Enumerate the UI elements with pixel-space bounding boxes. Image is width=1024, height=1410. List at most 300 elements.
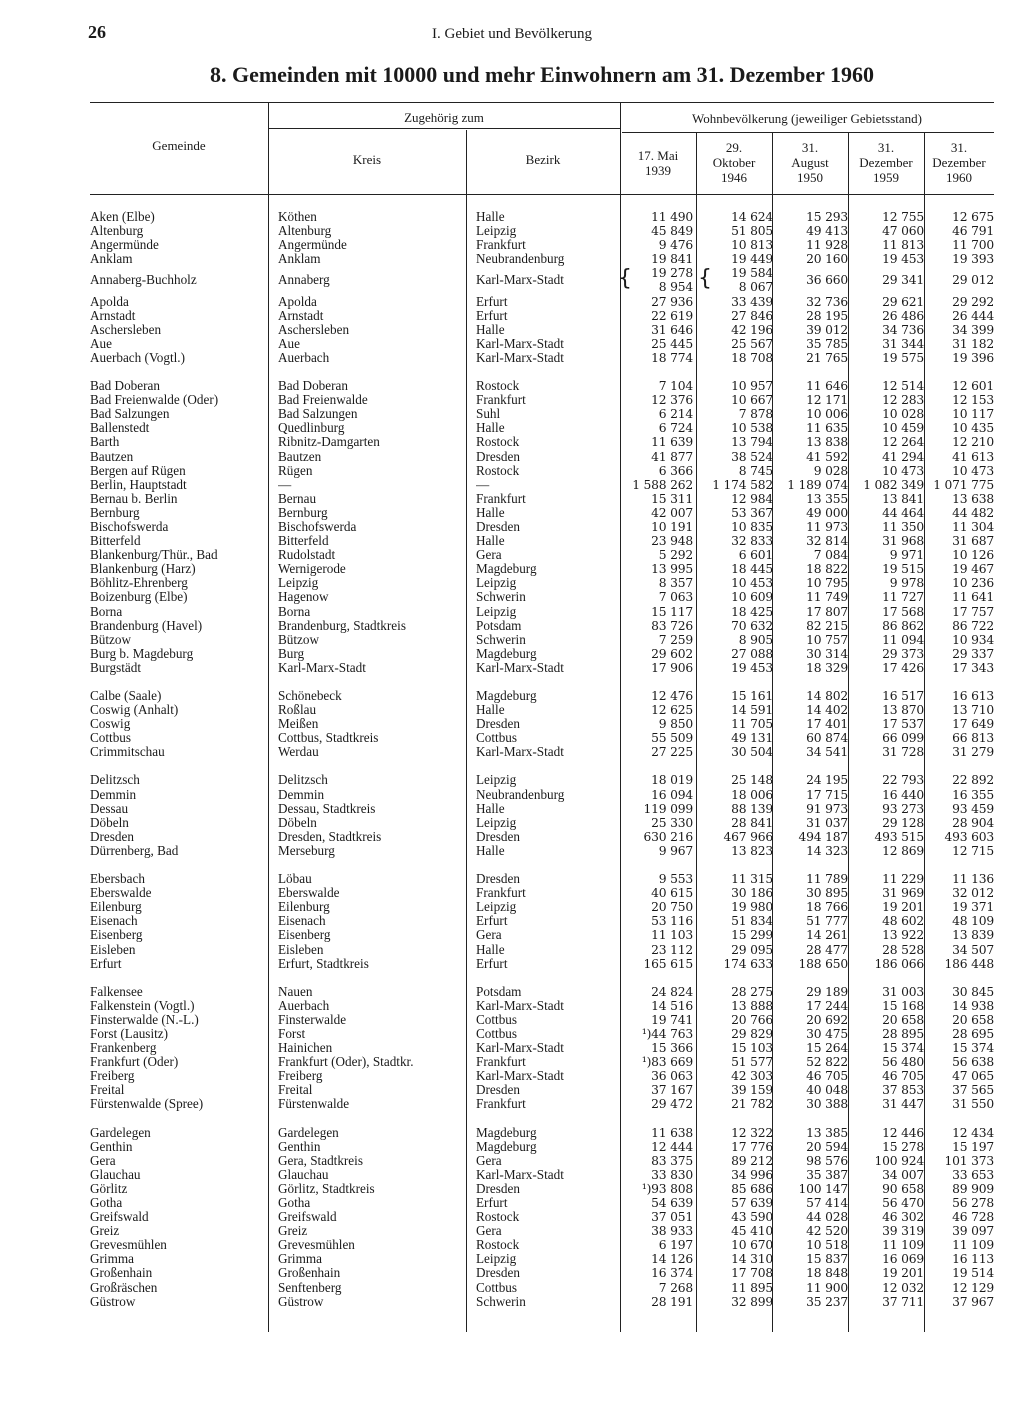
running-header: I. Gebiet und Bevölkerung <box>432 26 592 42</box>
population-cell: 29 373 <box>882 646 924 661</box>
population-cell: 10 126 <box>952 548 994 563</box>
population-cell: 98 576 <box>806 1153 848 1168</box>
bezirk-cell: Rostock <box>476 463 520 478</box>
kreis-cell: Bernau <box>278 491 317 506</box>
kreis-cell: Angermünde <box>278 238 347 253</box>
kreis-cell: Forst <box>278 1026 306 1041</box>
bezirk-cell: Gera <box>476 1153 502 1168</box>
population-cell: 31 646 <box>651 322 693 337</box>
gemeinde-cell: Großenhain <box>90 1266 153 1281</box>
population-cell: 29 602 <box>651 646 693 661</box>
row-group <box>90 773 994 858</box>
bezirk-cell: Magdeburg <box>476 689 537 703</box>
bezirk-cell: Rostock <box>476 1210 520 1225</box>
population-cell: 51 834 <box>731 914 773 929</box>
bezirk-cell: Rostock <box>476 1238 520 1253</box>
table-row <box>90 689 994 703</box>
population-cell: 11 749 <box>806 590 848 605</box>
table-row <box>90 985 994 999</box>
population-cell: 27 088 <box>731 646 773 661</box>
population-cell: 90 658 <box>882 1181 924 1196</box>
population-cell: 11 103 <box>651 928 693 943</box>
population-cell: 19 467 <box>952 562 994 577</box>
kreis-cell: Bitterfeld <box>278 534 329 549</box>
gemeinde-cell: Bad Doberan <box>90 379 160 394</box>
wohnbev-rule <box>622 132 994 133</box>
population-cell: 28 841 <box>731 815 773 830</box>
population-cell: 9 850 <box>658 717 693 732</box>
population-part: 19 278 <box>651 266 693 281</box>
kreis-cell: Genthin <box>278 1139 321 1154</box>
population-cell: 44 464 <box>882 505 924 520</box>
bezirk-cell: — <box>476 477 490 492</box>
population-cell: 29 095 <box>731 942 773 957</box>
population-cell: 10 473 <box>882 463 924 478</box>
kreis-cell: Altenburg <box>278 224 332 239</box>
bezirk-cell: Erfurt <box>476 294 508 309</box>
table-row <box>90 830 994 844</box>
table-row <box>90 872 994 886</box>
population-cell: 15 264 <box>806 1041 848 1056</box>
population-cell: 16 440 <box>882 787 924 802</box>
population-cell: 12 984 <box>731 491 773 506</box>
population-cell: 11 705 <box>731 717 773 732</box>
population-cell: 46 791 <box>952 224 994 239</box>
population-cell: 83 375 <box>651 1153 693 1168</box>
table-row <box>90 773 994 787</box>
population-cell: 49 131 <box>731 731 773 746</box>
bezirk-cell: Karl-Marx-Stadt <box>476 1069 564 1084</box>
bezirk-cell: Leipzig <box>476 815 517 830</box>
population-cell: 10 006 <box>806 407 848 422</box>
table-row <box>90 379 994 393</box>
population-cell: 14 261 <box>806 928 848 943</box>
kreis-cell: Brandenburg, Stadtkreis <box>278 618 406 633</box>
kreis-cell: Nauen <box>278 984 313 999</box>
gemeinde-cell: Berlin, Hauptstadt <box>90 477 187 492</box>
population-cell: 33 830 <box>651 1167 693 1182</box>
population-cell: ¹)83 669 <box>641 1055 693 1070</box>
population-cell: 11 973 <box>806 519 848 534</box>
population-cell: 51 777 <box>806 914 848 929</box>
kreis-cell: Bischofswerda <box>278 519 357 534</box>
population-cell: 31 344 <box>882 336 924 351</box>
population-cell: 33 653 <box>952 1167 994 1182</box>
bezirk-cell: Dresden <box>476 717 520 732</box>
kreis-cell: Roßlau <box>278 703 317 718</box>
kreis-cell: Gera, Stadtkreis <box>278 1153 363 1168</box>
population-cell: 91 973 <box>806 801 848 816</box>
population-cell: 12 171 <box>806 393 848 408</box>
population-cell: 45 410 <box>731 1224 773 1239</box>
population-cell: 19 841 <box>651 252 693 267</box>
table-row <box>90 407 994 421</box>
population-cell: 18 774 <box>651 350 693 365</box>
bezirk-cell: Leipzig <box>476 900 517 915</box>
population-cell: 17 906 <box>651 660 693 675</box>
population-cell: 19 393 <box>952 252 994 267</box>
population-cell: 10 473 <box>952 463 994 478</box>
gemeinde-cell: Bergen auf Rügen <box>90 463 186 478</box>
population-cell: ¹)93 808 <box>641 1181 693 1196</box>
kreis-cell: Meißen <box>278 717 319 732</box>
population-cell: 5 292 <box>658 548 693 563</box>
gemeinde-cell: Dresden <box>90 829 134 844</box>
population-cell: 10 435 <box>952 421 994 436</box>
population-cell: 35 387 <box>806 1167 848 1182</box>
population-cell: 16 069 <box>882 1252 924 1267</box>
population-cell: 31 037 <box>806 815 848 830</box>
population-cell: 19 371 <box>952 900 994 915</box>
population-cell: 42 007 <box>651 505 693 520</box>
brace-glyph: { <box>698 266 712 292</box>
population-cell: 57 414 <box>806 1196 848 1210</box>
table-row <box>90 1027 994 1041</box>
population-cell: 39 012 <box>806 322 848 337</box>
population-cell: 70 632 <box>731 618 773 633</box>
population-cell: 32 899 <box>731 1294 773 1309</box>
bezirk-cell: Magdeburg <box>476 1139 537 1154</box>
population-cell: 10 028 <box>882 407 924 422</box>
gemeinde-cell: Borna <box>90 604 123 619</box>
gemeinde-cell: Bautzen <box>90 449 134 464</box>
population-cell: 493 515 <box>874 829 924 844</box>
table-row <box>90 1055 994 1069</box>
population-cell: 494 187 <box>798 829 848 844</box>
gemeinde-cell: Annaberg-Buchholz <box>90 273 197 288</box>
table-row <box>90 464 994 478</box>
bezirk-cell: Frankfurt <box>476 393 526 408</box>
population-cell: 86 862 <box>882 618 924 633</box>
gemeinde-cell: Cottbus <box>90 731 132 746</box>
table-row <box>90 210 994 224</box>
population-cell: 30 314 <box>806 646 848 661</box>
population-cell: 12 625 <box>651 703 693 718</box>
population-cell: 11 229 <box>882 872 924 887</box>
gemeinde-cell: Eilenburg <box>90 900 142 915</box>
kreis-cell: Grevesmühlen <box>278 1238 355 1253</box>
population-cell: 30 504 <box>731 745 773 760</box>
population-cell: 53 116 <box>651 914 693 929</box>
population-cell: 29 829 <box>731 1026 773 1041</box>
population-cell: 31 969 <box>882 886 924 901</box>
population-cell: 12 153 <box>952 393 994 408</box>
bezirk-cell: Halle <box>476 322 505 337</box>
table-row <box>90 1210 994 1224</box>
population-cell: 31 728 <box>882 745 924 760</box>
table-row <box>90 323 994 337</box>
population-cell: 630 216 <box>643 829 693 844</box>
population-cell: 31 279 <box>952 745 994 760</box>
population-cell: 6 214 <box>658 407 693 422</box>
kreis-cell: Ribnitz-Damgarten <box>278 435 380 450</box>
population-cell: 13 710 <box>952 703 994 718</box>
kreis-cell: Eisenach <box>278 914 326 929</box>
gemeinde-cell: Blankenburg (Harz) <box>90 562 196 577</box>
bezirk-cell: Frankfurt <box>476 1097 526 1112</box>
population-cell: 28 191 <box>651 1294 693 1309</box>
population-cell: 11 638 <box>651 1125 693 1140</box>
population-cell: 119 099 <box>643 801 693 816</box>
population-cell: 19 980 <box>731 900 773 915</box>
gemeinde-cell: Bitterfeld <box>90 534 141 549</box>
population-cell: 12 210 <box>952 435 994 450</box>
population-cell: 11 350 <box>882 519 924 534</box>
gemeinde-cell: Auerbach (Vogtl.) <box>90 350 185 365</box>
table-row <box>90 731 994 745</box>
population-cell: 1 071 775 <box>933 477 994 492</box>
population-cell: 32 736 <box>806 294 848 309</box>
bezirk-cell: Schwerin <box>476 590 526 605</box>
population-cell: 13 841 <box>882 491 924 506</box>
population-cell: 13 995 <box>651 562 693 577</box>
population-cell: 46 705 <box>882 1069 924 1084</box>
header-bottom-rule <box>90 194 994 195</box>
population-cell: 14 938 <box>952 998 994 1013</box>
kreis-cell: Schönebeck <box>278 689 342 703</box>
table-row <box>90 478 994 492</box>
population-cell: ¹)44 763 <box>641 1026 693 1041</box>
table-row <box>90 1281 994 1295</box>
population-cell: 13 839 <box>952 928 994 943</box>
kreis-cell: Güstrow <box>278 1294 324 1309</box>
population-cell: 11 928 <box>806 238 848 253</box>
table-title: 8. Gemeinden mit 10000 und mehr Einwohnern am 31. Dezember 1960 <box>209 62 875 87</box>
population-cell: 13 638 <box>952 491 994 506</box>
kreis-cell: Löbau <box>278 872 312 887</box>
population-cell: 25 148 <box>731 773 773 788</box>
population-cell: 17 708 <box>731 1266 773 1281</box>
population-cell: 17 649 <box>952 717 994 732</box>
gemeinde-cell: Ebersbach <box>90 872 145 887</box>
table-row <box>90 266 994 294</box>
population-cell: 1 588 262 <box>632 477 693 492</box>
population-cell: 37 051 <box>651 1210 693 1225</box>
population-cell: 10 459 <box>882 421 924 436</box>
population-cell: 10 538 <box>731 421 773 436</box>
population-cell: 188 650 <box>798 956 848 971</box>
kreis-cell: Burg <box>278 646 305 661</box>
population-cell: 31 447 <box>882 1097 924 1112</box>
kreis-cell: Demmin <box>278 787 325 802</box>
bezirk-cell: Halle <box>476 505 505 520</box>
population-cell: 83 726 <box>651 618 693 633</box>
gemeinde-cell: Burgstädt <box>90 660 142 675</box>
population-cell: 49 413 <box>806 224 848 239</box>
header-date-1939: 17. Mai 1939 <box>637 148 679 178</box>
population-cell: 7 259 <box>658 632 693 647</box>
table-row <box>90 788 994 802</box>
population-cell: 16 517 <box>882 689 924 703</box>
population-cell: 57 639 <box>731 1196 773 1210</box>
population-cell: 28 695 <box>952 1026 994 1041</box>
population-cell: 19 453 <box>882 252 924 267</box>
population-cell: 60 874 <box>806 731 848 746</box>
population-cell: 42 196 <box>731 322 773 337</box>
table-row <box>90 295 994 309</box>
population-cell: 44 482 <box>952 505 994 520</box>
gemeinde-cell: Aue <box>90 336 112 351</box>
kreis-cell: Leipzig <box>278 576 319 591</box>
kreis-cell: Hainichen <box>278 1041 333 1056</box>
kreis-cell: Döbeln <box>278 815 317 830</box>
kreis-cell: Merseburg <box>278 843 335 858</box>
population-cell: 12 476 <box>651 689 693 703</box>
population-cell: 7 878 <box>738 407 773 422</box>
population-cell: 12 715 <box>952 843 994 858</box>
table-top-rule <box>90 102 994 103</box>
population-cell: 29 621 <box>882 294 924 309</box>
population-cell: 12 675 <box>952 210 994 224</box>
gemeinde-cell: Delitzsch <box>90 773 140 788</box>
table-row <box>90 914 994 928</box>
bezirk-cell: Dresden <box>476 1181 520 1196</box>
bezirk-cell: Erfurt <box>476 914 508 929</box>
gemeinde-cell: Finsterwalde (N.-L.) <box>90 1012 199 1027</box>
population-cell: 32 814 <box>806 534 848 549</box>
population-cell: 52 822 <box>806 1055 848 1070</box>
population-cell: 55 509 <box>651 731 693 746</box>
population-cell: 93 459 <box>952 801 994 816</box>
population-cell: 11 109 <box>882 1238 924 1253</box>
gemeinde-cell: Bernau b. Berlin <box>90 491 178 506</box>
kreis-cell: Senftenberg <box>278 1280 342 1295</box>
table-row <box>90 520 994 534</box>
bezirk-cell: Frankfurt <box>476 238 526 253</box>
population-cell: 18 019 <box>651 773 693 788</box>
population-cell: 28 477 <box>806 942 848 957</box>
population-cell: 24 824 <box>651 984 693 999</box>
gemeinde-cell: Frankenberg <box>90 1041 157 1056</box>
bezirk-cell: Neubrandenburg <box>476 787 565 802</box>
population-cell: 11 789 <box>806 872 848 887</box>
population-cell: 37 565 <box>952 1083 994 1098</box>
population-cell: 46 705 <box>806 1069 848 1084</box>
population-cell: 46 728 <box>952 1210 994 1225</box>
population-cell: 11 813 <box>882 238 924 253</box>
row-group <box>90 689 994 759</box>
population-cell: 41 592 <box>806 449 848 464</box>
population-cell: 10 667 <box>731 393 773 408</box>
table-row <box>90 450 994 464</box>
population-cell: 41 294 <box>882 449 924 464</box>
population-cell: 20 692 <box>806 1012 848 1027</box>
population-cell: 32 833 <box>731 534 773 549</box>
population-cell: 17 401 <box>806 717 848 732</box>
table-row <box>90 590 994 604</box>
gemeinde-cell: Coswig <box>90 717 131 732</box>
table-row <box>90 957 994 971</box>
gemeinde-cell: Falkensee <box>90 984 143 999</box>
kreis-cell: Eisleben <box>278 942 324 957</box>
population-cell: 34 007 <box>882 1167 924 1182</box>
population-cell: 18 329 <box>806 660 848 675</box>
population-cell: 19 396 <box>952 350 994 365</box>
bezirk-cell: Dresden <box>476 1083 520 1098</box>
population-cell: 19 741 <box>651 1012 693 1027</box>
population-cell: 93 273 <box>882 801 924 816</box>
kreis-cell: Eisenberg <box>278 928 331 943</box>
gemeinde-cell: Eisenberg <box>90 928 143 943</box>
population-cell: 35 785 <box>806 336 848 351</box>
table-row <box>90 421 994 435</box>
population-cell: 37 167 <box>651 1083 693 1098</box>
population-cell: 186 066 <box>874 956 924 971</box>
kreis-cell: Arnstadt <box>278 308 324 323</box>
table-row <box>90 1154 994 1168</box>
kreis-cell: Eilenburg <box>278 900 330 915</box>
population-cell: 23 948 <box>651 534 693 549</box>
population-cell: 13 823 <box>731 843 773 858</box>
population-cell: 17 568 <box>882 604 924 619</box>
population-cell: 28 275 <box>731 984 773 999</box>
bezirk-cell: Dresden <box>476 449 520 464</box>
population-cell: 11 900 <box>806 1280 848 1295</box>
table-row <box>90 1168 994 1182</box>
population-cell: 42 303 <box>731 1069 773 1084</box>
table-row <box>90 337 994 351</box>
row-group <box>90 210 994 365</box>
population-cell: 30 388 <box>806 1097 848 1112</box>
gemeinde-cell: Coswig (Anhalt) <box>90 703 179 718</box>
gemeinde-cell: Großräschen <box>90 1280 158 1295</box>
population-cell: 16 355 <box>952 787 994 802</box>
population-cell: 29 337 <box>952 646 994 661</box>
population-cell: 34 541 <box>806 745 848 760</box>
table-row <box>90 351 994 365</box>
population-cell: 23 112 <box>651 942 693 957</box>
population-cell: 32 012 <box>952 886 994 901</box>
population-cell: 56 470 <box>882 1196 924 1210</box>
table-row <box>90 309 994 323</box>
gemeinde-cell: Gera <box>90 1153 116 1168</box>
population-cell: 16 094 <box>651 787 693 802</box>
population-cell: 43 590 <box>731 1210 773 1225</box>
population-cell: 7 063 <box>658 590 693 605</box>
table-row <box>90 1295 994 1309</box>
bezirk-cell: Leipzig <box>476 576 517 591</box>
bezirk-cell: Dresden <box>476 872 520 887</box>
gemeinde-cell: Bad Salzungen <box>90 407 170 422</box>
gemeinde-cell: Forst (Lausitz) <box>90 1026 169 1041</box>
population-cell: 85 686 <box>731 1181 773 1196</box>
kreis-cell: Bautzen <box>278 449 322 464</box>
bezirk-cell: Karl-Marx-Stadt <box>476 350 564 365</box>
population-cell: 17 426 <box>882 660 924 675</box>
table-row <box>90 661 994 675</box>
population-cell: 88 139 <box>731 801 773 816</box>
population-cell: 20 160 <box>806 252 848 267</box>
population-cell: 24 195 <box>806 773 848 788</box>
bezirk-cell: Gera <box>476 1224 502 1239</box>
population-cell: 10 757 <box>806 632 848 647</box>
population-cell: 18 766 <box>806 900 848 915</box>
header-gemeinde: Gemeinde <box>152 138 206 153</box>
table-row <box>90 1013 994 1027</box>
row-group <box>90 985 994 1112</box>
population-cell: 12 514 <box>882 379 924 394</box>
population-cell: 12 322 <box>731 1125 773 1140</box>
kreis-cell: Cottbus, Stadtkreis <box>278 731 379 746</box>
population-cell: 31 968 <box>882 534 924 549</box>
population-cell: 38 524 <box>731 449 773 464</box>
population-cell: 12 601 <box>952 379 994 394</box>
table-row <box>90 548 994 562</box>
gemeinde-cell: Görlitz <box>90 1181 128 1196</box>
bezirk-cell: Neubrandenburg <box>476 252 565 267</box>
population-cell: 18 708 <box>731 350 773 365</box>
population-cell: 29 189 <box>806 984 848 999</box>
